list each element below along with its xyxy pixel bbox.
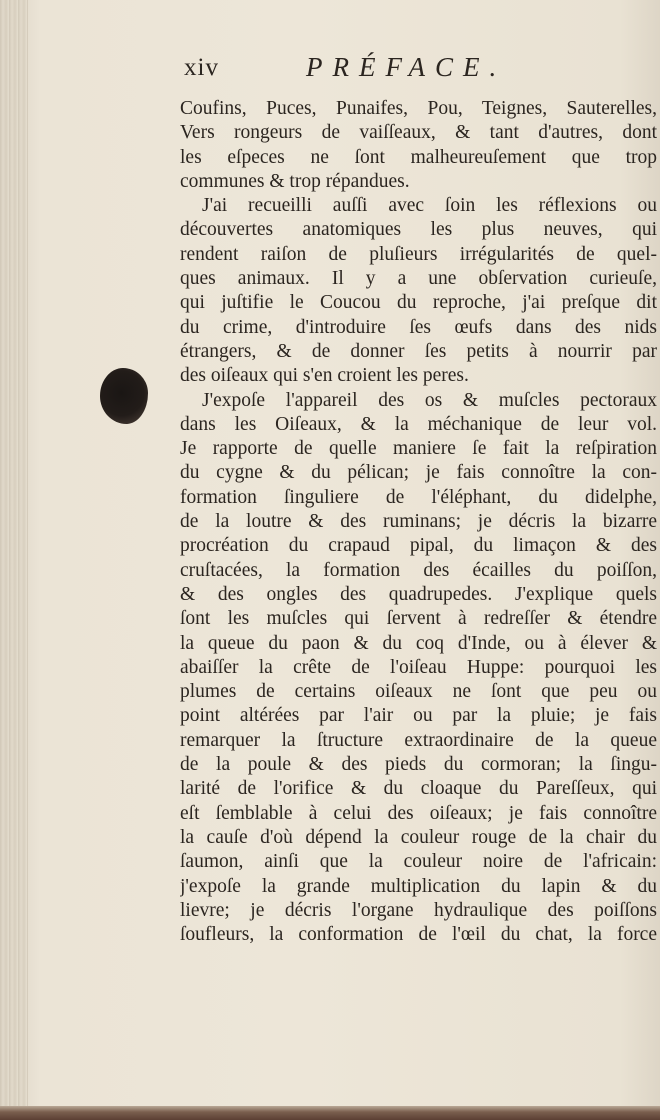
- text-line: j'expoſe la grande multiplication du lapin & du: [180, 875, 657, 897]
- page-header: [184, 52, 644, 92]
- text-line: la cauſe d'où dépend la couleur rouge de la chair du: [180, 826, 657, 848]
- text-line: remarquer la ſtructure extraordinaire de la queue: [180, 729, 657, 751]
- ink-stain: [100, 368, 148, 424]
- text-line: Je rapporte de quelle maniere ſe fait la reſpiration: [180, 438, 657, 460]
- text-line: dans les Oiſeaux, & la méchanique de leur vol.: [180, 413, 657, 435]
- page-bottom-edge: [0, 1106, 660, 1120]
- page-number: xiv: [184, 54, 219, 81]
- text-line: Coufins, Puces, Punaifes, Pou, Teignes, Sauterelles,: [180, 98, 657, 119]
- text-line: J'expoſe l'appareil des os & muſcles pectoraux: [202, 389, 657, 411]
- text-line: point altérées par l'air ou par la pluie; je fais: [180, 705, 657, 727]
- text-line: Vers rongeurs de vaiſſeaux, & tant d'autres, dont: [180, 122, 657, 144]
- text-line: cruſtacées, la formation des écailles du poiſſon,: [180, 559, 657, 581]
- text-line: de la poule & des pieds du cormoran; la ſingu-: [180, 754, 657, 776]
- text-line: lievre; je décris l'organe hydraulique des poiſſons: [180, 899, 657, 921]
- text-line: étrangers, & de donner ſes petits à nourrir par: [180, 340, 657, 362]
- text-line: du cygne & du pélican; je fais connoître la con-: [180, 462, 657, 484]
- text-line: ſoufleurs, la conformation de l'œil du chat, la force: [180, 924, 657, 946]
- text-line: ſont les muſcles qui ſervent à redreſſer & étendre: [180, 608, 657, 630]
- text-line: de la loutre & des ruminans; je décris la bizarre: [180, 511, 657, 533]
- text-line: & des ongles des quadrupedes. J'explique quels: [180, 583, 657, 605]
- text-line: ſaumon, ainſi que la couleur noire de l'africain:: [180, 851, 657, 873]
- text-line: des oiſeaux qui s'en croient les peres.: [180, 365, 469, 387]
- text-line: la queue du paon & du coq d'Inde, ou à élever &: [180, 632, 657, 654]
- text-line: rendent raiſon de pluſieurs irrégularités de quel-: [180, 243, 657, 265]
- text-line: plumes de certains oiſeaux ne ſont que peu ou: [180, 681, 657, 703]
- text-line: formation ſinguliere de l'éléphant, du didelphe,: [180, 486, 657, 508]
- running-title: PRÉFACE.: [306, 52, 507, 82]
- text-line: du crime, d'introduire ſes œufs dans des nids: [180, 316, 657, 338]
- text-line: découvertes anatomiques les plus neuves, qui: [180, 219, 657, 241]
- book-gutter: [0, 0, 28, 1120]
- text-line: larité de l'orifice & du cloaque du Pareſſeux, qui: [180, 778, 657, 800]
- text-line: abaiſſer la crête de l'oiſeau Huppe: pourquoi les: [180, 656, 657, 678]
- text-line: les eſpeces ne ſont malheureuſement que trop: [180, 146, 657, 168]
- text-line: eſt ſemblable à celui des oiſeaux; je fais connoître: [180, 802, 657, 824]
- text-line: J'ai recueilli auſſi avec ſoin les réflexions ou: [202, 195, 657, 217]
- text-line: qui juſtifie le Coucou du reproche, j'ai preſque dit: [180, 292, 657, 314]
- text-line: procréation du crapaud pipal, du limaçon & des: [180, 535, 657, 557]
- text-line: communes & trop répandues.: [180, 170, 410, 192]
- text-line: ques animaux. Il y a une obſervation curieuſe,: [180, 268, 657, 290]
- body-text: [180, 97, 657, 947]
